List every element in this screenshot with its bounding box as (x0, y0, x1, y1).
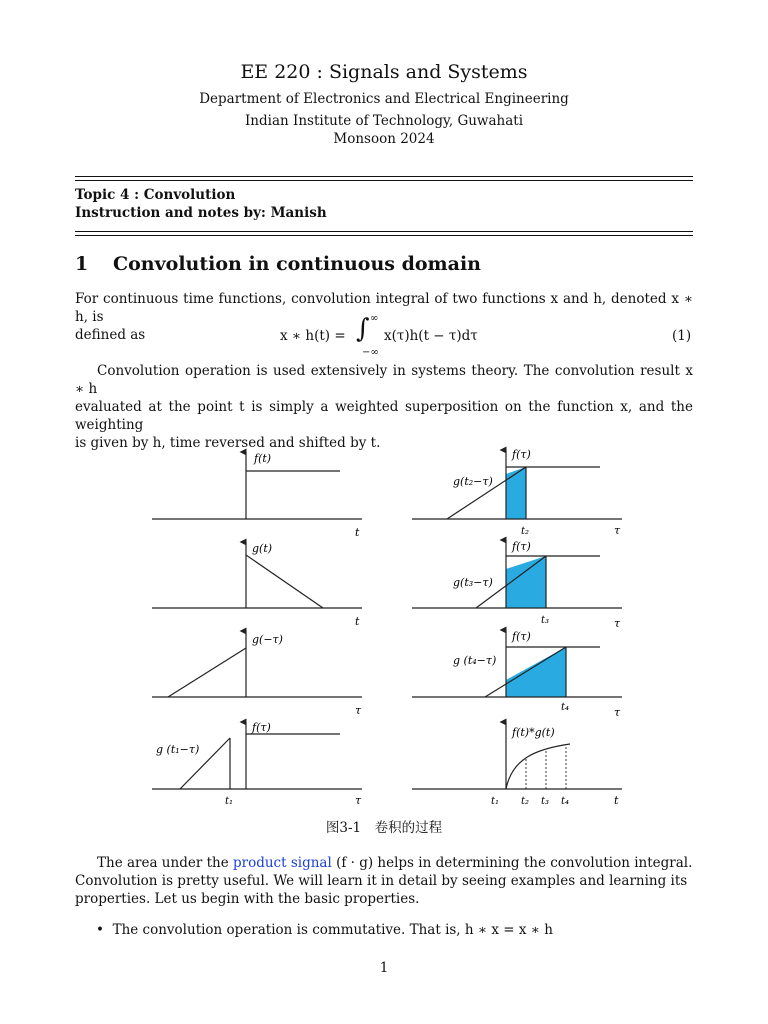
axis-label: τ (614, 617, 621, 630)
panel-g-minus-tau (152, 631, 362, 717)
product-signal-link[interactable]: product signal (232, 855, 332, 871)
panel-result (412, 722, 622, 807)
bullet-icon: • (96, 922, 104, 938)
tick-label: t₄ (561, 702, 570, 713)
section-title: Convolution in continuous domain (113, 253, 481, 275)
topic-block (75, 186, 327, 222)
func-label: g(−τ) (252, 633, 283, 646)
shift-label: g(t₂−τ) (453, 475, 493, 488)
paragraph-line: evaluated at the point t is simply a weighted superposition on the function x, and the weighting (75, 399, 693, 433)
shift-label: g(t₃−τ) (453, 576, 493, 589)
paragraph-usage (75, 362, 693, 452)
panel-overlap-t3 (412, 540, 622, 630)
func-label: f(τ) (252, 721, 271, 734)
course-title: EE 220 : Signals and Systems (240, 61, 528, 83)
paragraph-product (75, 854, 693, 908)
tick-label: t₂ (521, 796, 530, 807)
tick-label: t₃ (541, 796, 550, 807)
axis-label: t (355, 615, 360, 628)
shift-label: g (t₁−τ) (156, 743, 200, 756)
figure-caption: 图3-1 卷积的过程 (325, 820, 443, 836)
overlap-area (506, 647, 566, 697)
institute-name: Indian Institute of Technology, Guwahati (244, 113, 524, 129)
integral-sign: ∫ (356, 314, 370, 344)
equation-lhs: x ∗ h(t) = (280, 328, 346, 344)
integral-upper-limit: ∞ (370, 313, 379, 324)
panel-f-t (152, 452, 362, 539)
convolution-figure (140, 444, 630, 814)
integrand: x(τ)h(t − τ)dτ (384, 328, 478, 344)
paragraph-line: Convolution is pretty useful. We will learn it in detail by seeing examples and learning its (75, 873, 688, 889)
overlap-area (506, 467, 526, 519)
panel-overlap-t4 (412, 630, 622, 719)
integral-lower-limit: −∞ (362, 347, 379, 358)
func-label: f(τ) (512, 540, 531, 553)
tick-label: t₂ (521, 526, 530, 537)
department-name: Department of Electronics and Electrical Engineering (199, 91, 569, 107)
page-number: 1 (379, 960, 389, 976)
tick-label: t₁ (491, 796, 500, 807)
panel-no-overlap (152, 721, 362, 807)
shift-label: g (t₄−τ) (453, 654, 497, 667)
author-line: Instruction and notes by: Manish (75, 205, 327, 221)
tick-label: t₁ (225, 796, 234, 807)
axis-label: t (355, 526, 360, 539)
axis-label: t (614, 794, 619, 807)
axis-label: τ (355, 794, 362, 807)
top-rule-2 (75, 180, 693, 181)
bottom-rule (75, 231, 693, 232)
paragraph-line: The area under the product signal (f · g) helps in determining the convolution integral. (97, 855, 693, 871)
func-label: f(t) (254, 452, 272, 465)
tick-label: t₃ (541, 615, 550, 626)
list-item: • The convolution operation is commutative. That is, h ∗ x = x ∗ h (96, 922, 553, 938)
top-rule (75, 176, 693, 177)
paragraph-line: properties. Let us begin with the basic properties. (75, 891, 420, 907)
bullet-list (96, 922, 553, 938)
tick-label: t₄ (561, 796, 570, 807)
func-label: g(t) (252, 542, 273, 555)
section-heading (75, 253, 481, 275)
axis-label: τ (614, 524, 621, 537)
term-label: Monsoon 2024 (333, 131, 435, 147)
paragraph-line: For continuous time functions, convolution integral of two functions x and h, denoted x ∗ h, is (75, 291, 693, 325)
paragraph-line: defined as (75, 327, 146, 343)
func-label: f(τ) (512, 448, 531, 461)
panel-overlap-t2 (412, 448, 622, 537)
axis-label: τ (355, 704, 362, 717)
equation-number: (1) (672, 328, 692, 344)
topic-line: Topic 4 : Convolution (75, 187, 236, 203)
panel-g-t (152, 542, 362, 628)
func-label: f(τ) (512, 630, 531, 643)
axis-label: τ (614, 706, 621, 719)
section-number: 1 (75, 253, 89, 275)
paragraph-line: Convolution operation is used extensively in systems theory. The convolution result x ∗ h (75, 363, 693, 397)
func-label: f(t)*g(t) (512, 726, 555, 739)
paragraph-line: is given by h, time reversed and shifted by t. (75, 435, 381, 451)
bottom-rule-2 (75, 235, 693, 236)
